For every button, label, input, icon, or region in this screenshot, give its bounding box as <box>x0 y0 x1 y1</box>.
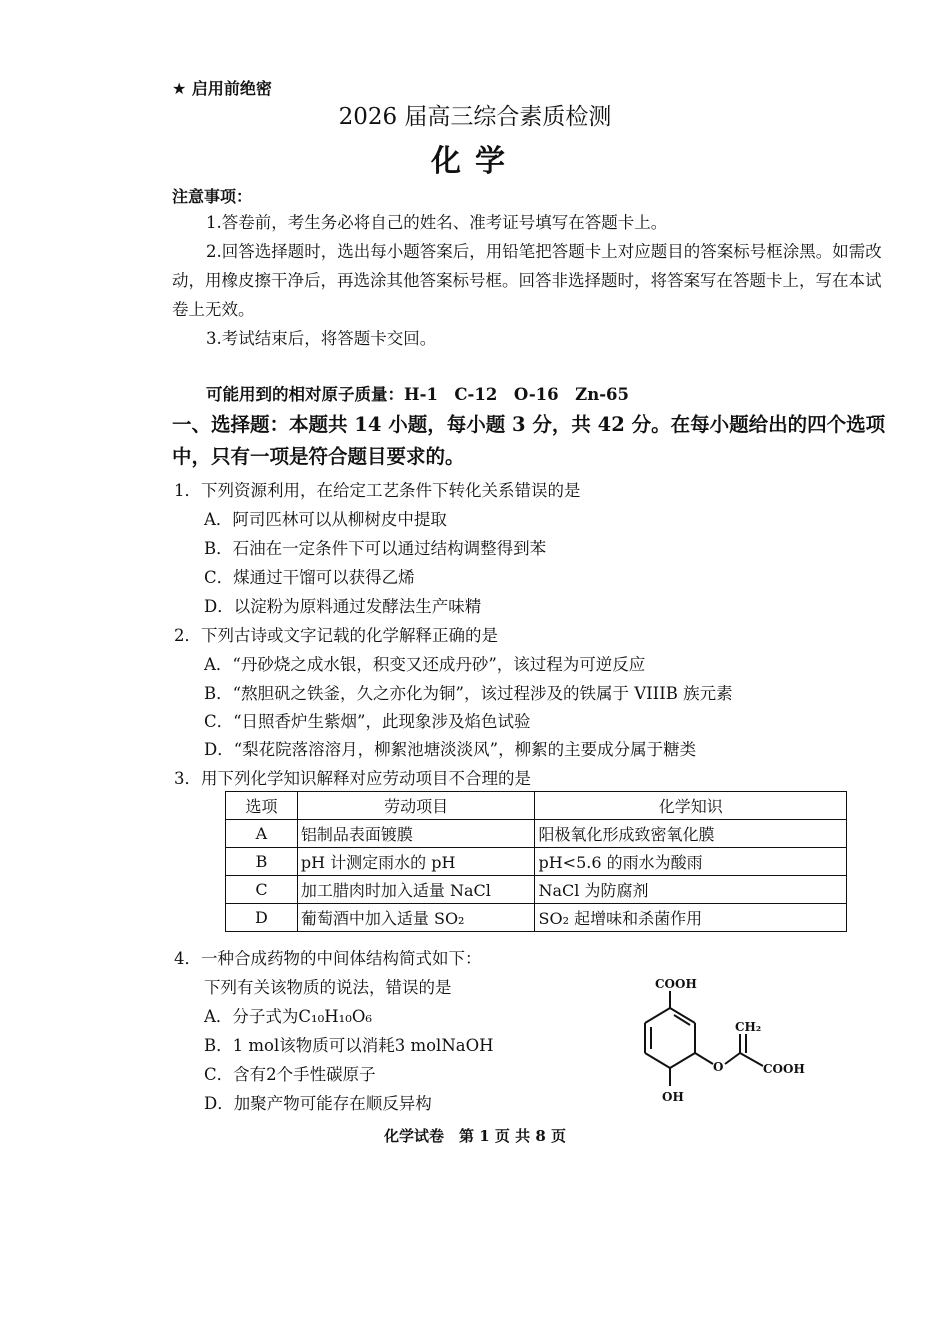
table-row <box>226 820 847 848</box>
table-row <box>226 848 847 876</box>
atomic-masses: 可能用到的相对原子质量：H-1 C-12 O-16 Zn-65 <box>206 385 629 404</box>
q1-option-b: B．石油在一定条件下可以通过结构调整得到苯 <box>204 539 547 558</box>
q2-option-a: A．“丹砂烧之成水银，积变又还成丹砂”，该过程为可逆反应 <box>204 655 646 674</box>
header-option: 选项 <box>226 792 298 820</box>
label-oh: OH <box>662 1090 684 1104</box>
section-1-heading <box>172 409 892 473</box>
q4-option-a: A．分子式为C₁₀H₁₀O₆ <box>204 1007 373 1026</box>
q1-stem: 1．下列资源利用，在给定工艺条件下转化关系错误的是 <box>174 481 581 500</box>
q2-stem: 2．下列古诗或文字记载的化学解释正确的是 <box>174 626 498 645</box>
header-labor: 劳动项目 <box>297 792 535 820</box>
row-label: A <box>226 820 298 848</box>
q3-stem: 3．用下列化学知识解释对应劳动项目不合理的是 <box>174 769 531 788</box>
q4-sub-stem: 下列有关该物质的说法，错误的是 <box>204 978 452 997</box>
q2-option-b: B．“熬胆矾之铁釜，久之亦化为铜”，该过程涉及的铁属于 VIIIB 族元素 <box>204 684 733 703</box>
note-item-1: 1.答卷前，考生务必将自己的姓名、准考证号填写在答题卡上。 <box>206 213 668 232</box>
row-knowledge: pH<5.6 的雨水为酸雨 <box>535 848 847 876</box>
q1-option-c: C．煤通过干馏可以获得乙烯 <box>204 568 415 587</box>
row-labor: pH 计测定雨水的 pH <box>297 848 535 876</box>
q4-option-c: C．含有2个手性碳原子 <box>204 1065 376 1084</box>
row-labor: 加工腊肉时加入适量 NaCl <box>297 876 535 904</box>
page-footer: 化学试卷 第 1 页 共 8 页 <box>384 1127 566 1145</box>
header-knowledge: 化学知识 <box>535 792 847 820</box>
q4-option-d: D．加聚产物可能存在顺反异构 <box>204 1094 432 1113</box>
row-knowledge: NaCl 为防腐剂 <box>535 876 847 904</box>
row-label: B <box>226 848 298 876</box>
structure-diagram <box>625 968 825 1118</box>
q1-option-d: D．以淀粉为原料通过发酵法生产味精 <box>204 597 482 616</box>
table-row <box>226 876 847 904</box>
table-header-row <box>226 792 847 820</box>
row-labor: 铝制品表面镀膜 <box>297 820 535 848</box>
table-row <box>226 904 847 932</box>
note-item-2: 2.回答选择题时，选出每小题答案后，用铅笔把答题卡上对应题目的答案标号框涂黑。如需改动，用橡皮擦干净后，再选涂其他答案标号框。回答非选择题时，将答案写在答题卡上，写在本试卷上无效。 <box>172 242 882 319</box>
row-label: C <box>226 876 298 904</box>
q2-option-c: C．“日照香炉生紫烟”，此现象涉及焰色试验 <box>204 712 531 731</box>
notes-heading: 注意事项： <box>172 187 253 206</box>
note-item-3: 3.考试结束后，将答题卡交回。 <box>206 329 437 348</box>
subject-title: 化学 <box>431 144 519 179</box>
label-ch2: CH₂ <box>735 1020 762 1034</box>
section-1-text: 一、选择题：本题共 14 小题，每小题 3 分，共 42 分。在每小题给出的四个选项中，只有一项是符合题目要求的。 <box>172 413 886 468</box>
q2-option-d: D．“梨花院落溶溶月，柳絮池塘淡淡风”，柳絮的主要成分属于糖类 <box>204 740 697 759</box>
q1-option-a: A．阿司匹林可以从柳树皮中提取 <box>204 510 447 529</box>
row-knowledge: SO₂ 起增味和杀菌作用 <box>535 904 847 932</box>
exam-title: 2026 届高三综合素质检测 <box>338 104 612 130</box>
row-labor: 葡萄酒中加入适量 SO₂ <box>297 904 535 932</box>
confidential-mark: ★ 启用前绝密 <box>172 79 272 98</box>
q4-stem: 4．一种合成药物的中间体结构简式如下： <box>174 949 482 968</box>
q4-option-b: B．1 mol该物质可以消耗3 molNaOH <box>204 1036 494 1055</box>
label-o: O <box>713 1060 724 1074</box>
ring-bonds <box>645 991 763 1086</box>
label-cooh-top: COOH <box>655 977 697 991</box>
label-cooh-right: COOH <box>763 1062 805 1076</box>
row-knowledge: 阳极氧化形成致密氧化膜 <box>535 820 847 848</box>
row-label: D <box>226 904 298 932</box>
q3-table <box>225 791 847 932</box>
